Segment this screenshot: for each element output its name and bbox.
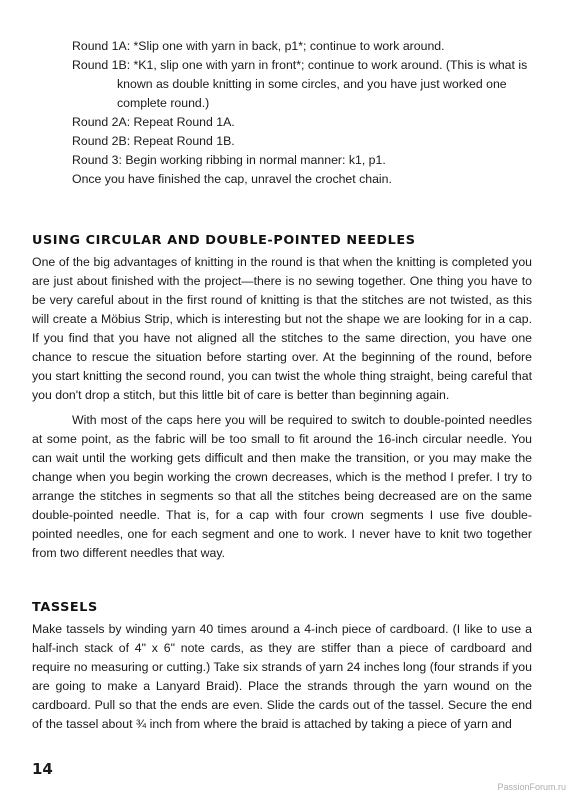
round-instructions — [72, 37, 542, 189]
paragraph-circular-2: With most of the caps here you will be required to switch to double-pointed needles at some point, as the fabric will be too small to fit around the 16-inch circular needle. You can wait until the working gets difficult and then make the transition, or you may make the change when you begin working the crown decreases, which is the method I prefer. I try to arrange the stitches in segments so that all the stitches being decreased are on the same double-pointed needle. That is, for a cap with four crown segments I use five double-pointed needles, one for each segment and one to work. I never have to knit two together from two different needles that way. — [32, 413, 532, 560]
round-2b: Round 2B: Repeat Round 1B. — [72, 134, 235, 148]
round-1a: Round 1A: *Slip one with yarn in back, p1*; continue to work around. — [72, 39, 445, 53]
paragraph-circular-1: One of the big advantages of knitting in the round is that when the knitting is completed you are just about finished with the project—there is no sewing together. One thing you have to be very careful about in the first round of knitting is that the stitches are not twisted, as this will create a Möbius Strip, which is interesting but not the shape we are looking for in a cap. If you find that you have not aligned all the stitches to the same direction, you have one chance to rescue the situation before starting over. At the beginning of the round, before you start knitting the second round, you can twist the whole thing straight, being careful that you don't drop a stitch, but this little bit of care is better than beginning again. — [32, 255, 532, 402]
watermark: PassionForum.ru — [497, 782, 566, 792]
round-3: Round 3: Begin working ribbing in normal manner: k1, p1. — [72, 153, 386, 167]
round-1b: Round 1B: *K1, slip one with yarn in front*; continue to work around. (This is what is known as double knitting in some circles, and you have just worked one complete round.) — [72, 58, 528, 110]
paragraph-tassels: Make tassels by winding yarn 40 times around a 4-inch piece of cardboard. (I like to use a half-inch stack of 4" x 6" note cards, as they are stiffer than a piece of cardboard and require no measuring or cutting.) Take six strands of yarn 24 inches long (four strands if you are going to make a Lanyard Braid). Place the strands through the yarn wound on the cardboard. Pull so that the ends are even. Slide the cards out of the tassel. Secure the end of the tassel about ¾ inch from where the braid is attached by taking a piece of yarn and — [32, 622, 532, 731]
finish-note: Once you have finished the cap, unravel the crochet chain. — [72, 172, 392, 186]
round-2a: Round 2A: Repeat Round 1A. — [72, 115, 235, 129]
section-heading-circular-needles: USING CIRCULAR AND DOUBLE-POINTED NEEDLES — [32, 233, 416, 248]
page-number: 14 — [32, 760, 53, 778]
section-heading-tassels: TASSELS — [32, 600, 98, 615]
